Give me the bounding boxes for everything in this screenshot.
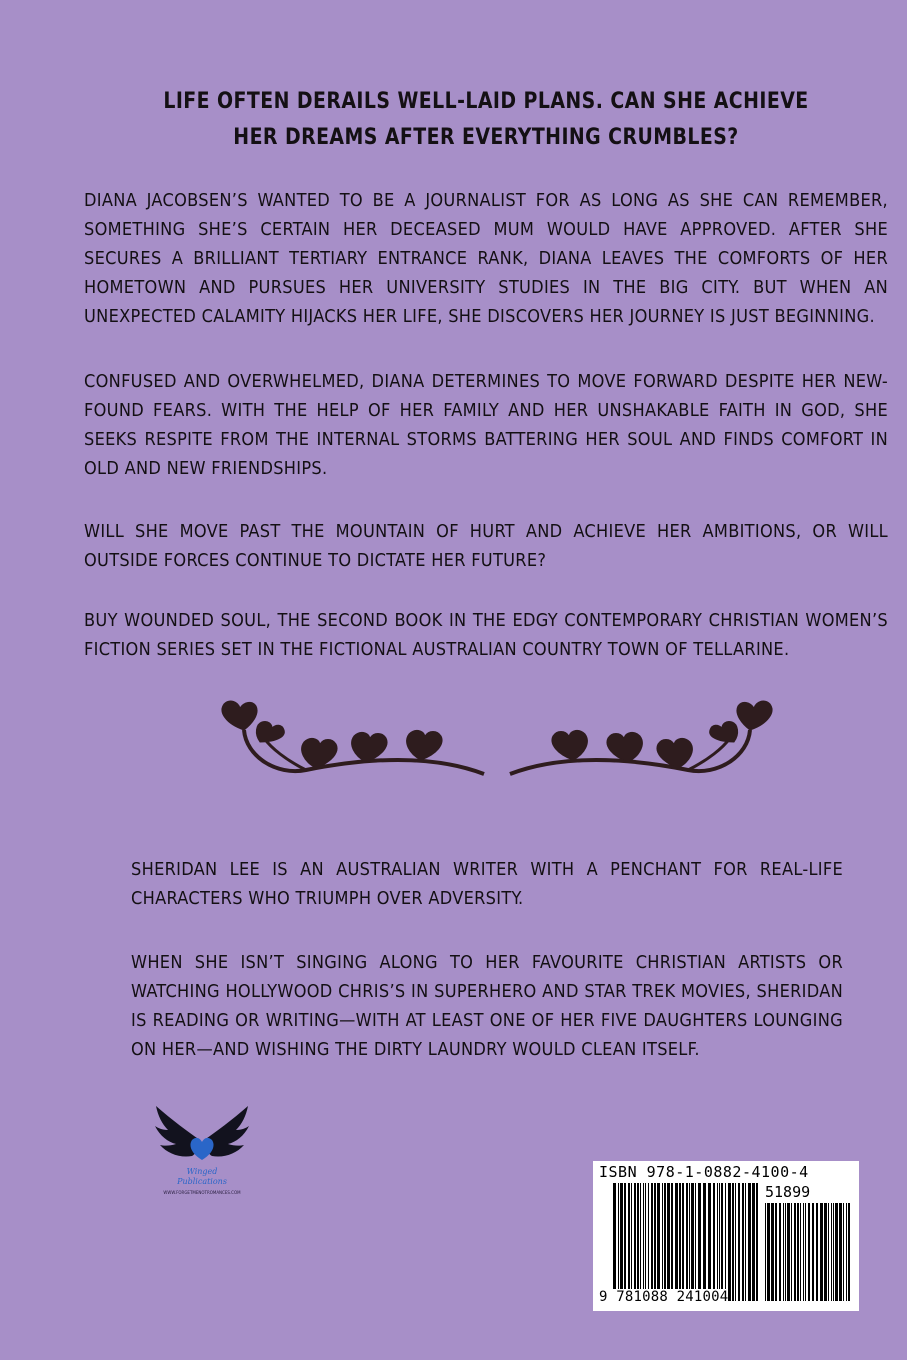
publisher-url: WWW.FORGETMENOTROMANCES.COM [163,1190,241,1195]
blurb-paragraph-2: CONFUSED AND OVERWHELMED, DIANA DETERMINES TO MOVE FORWARD DESPITE HER NEW-FOUND FEARS. WITH THE HELP OF HER FAMILY AND HER UNSHAKABLE FAITH IN GOD, SHE SEEKS RESPITE FROM THE INTERNAL STORMS BATTERING HER SOUL AND FINDS COMFORT IN OLD AND NEW FRIENDSHIPS. [84,371,888,479]
blurb-paragraph-3: WILL SHE MOVE PAST THE MOUNTAIN OF HURT AND ACHIEVE HER AMBITIONS, OR WILL OUTSIDE FORCES CONTINUE TO DICTATE HER FUTURE? [84,521,888,571]
blurb-paragraph-1: DIANA JACOBSEN’S WANTED TO BE A JOURNALIST FOR AS LONG AS SHE CAN REMEMBER, SOMETHING SHE’S CERTAIN HER DECEASED MUM WOULD HAVE APPROVED. AFTER SHE SECURES A BRILLIANT TERTIARY ENTRANCE RANK, DIANA LEAVES THE COMFORTS OF HER HOMETOWN AND PURSUES HER UNIVERSITY STUDIES IN THE BIG CITY. BUT WHEN AN UNEXPECTED CALAMITY HIJACKS HER LIFE, SHE DISCOVERS HER JOURNEY IS JUST BEGINNING. [84,190,888,327]
winged-heart-icon [152,1102,252,1202]
headline: LIFE OFTEN DERAILS WELL-LAID PLANS. CAN SHE ACHIEVE HER DREAMS AFTER EVERYTHING CRUMBLES? [163,89,809,150]
barcode-bars-addon [765,1203,851,1301]
logo-text-winged: Winged [186,1167,218,1176]
bio-paragraph-1: SHERIDAN LEE IS AN AUSTRALIAN WRITER WITH A PENCHANT FOR REAL-LIFE CHARACTERS WHO TRIUMPH OVER ADVERSITY. [131,859,843,909]
bio-paragraph-2: WHEN SHE ISN’T SINGING ALONG TO HER FAVOURITE CHRISTIAN ARTISTS OR WATCHING HOLLYWOOD CHRIS’S IN SUPERHERO AND STAR TREK MOVIES, SHERIDAN IS READING OR WRITING—WITH AT LEAST ONE OF HER FIVE DAUGHTERS LOUNGING ON HER—AND WISHING THE DIRTY LAUNDRY WOULD CLEAN ITSELF. [131,952,843,1060]
barcode-bars-main [613,1183,761,1301]
isbn-label: ISBN 978-1-0882-4100-4 [599,1163,809,1181]
heart-vine-divider-icon [216,700,778,790]
blurb-paragraph-4: BUY WOUNDED SOUL, THE SECOND BOOK IN THE EDGY CONTEMPORARY CHRISTIAN WOMEN’S FICTION SERIES SET IN THE FICTIONAL AUSTRALIAN COUNTRY TOWN OF TELLARINE. [84,610,888,660]
ean-number: 9 781088 241004 [599,1289,729,1305]
barcode-addon-number: 51899 [765,1183,811,1201]
isbn-barcode [593,1161,859,1311]
logo-text-publications: Publications [177,1177,227,1186]
